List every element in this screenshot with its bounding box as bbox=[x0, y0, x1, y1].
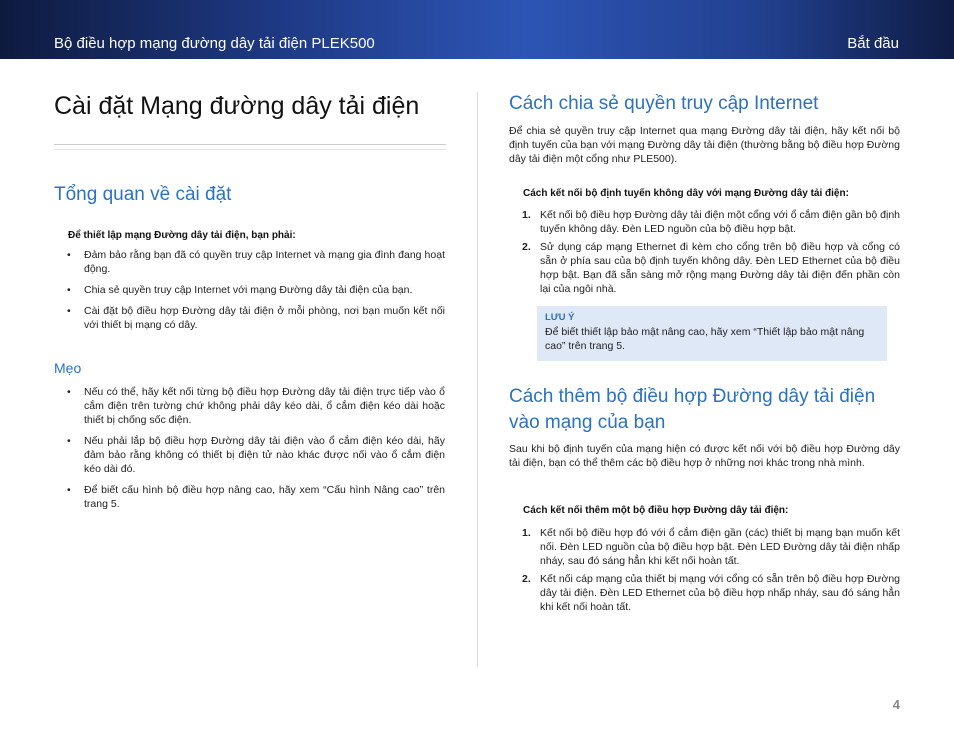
tips-heading: Mẹo bbox=[54, 360, 82, 376]
title-divider bbox=[54, 144, 446, 145]
add-adapter-heading: Cách thêm bộ điều hợp Đường dây tải điện vào mạng của bạn bbox=[509, 386, 876, 433]
share-steps bbox=[522, 208, 900, 300]
overview-list bbox=[67, 248, 445, 339]
share-lead: Cách kết nối bộ định tuyến không dây với mạng Đường dây tải điện: bbox=[523, 188, 849, 199]
list-item: 2. Sử dụng cáp mạng Ethernet đi kèm cho cổng trên bộ điều hợp và cổng có sẵn ở phía sau của bộ định tuyến không dây. Đèn LED Ethernet của bộ điều hợp bật. Bạn đã sẵn sàng mở rộng mạng Đường dây tải điện đến phần còn lại của ngôi nhà. bbox=[522, 241, 900, 295]
list-item: • Cài đặt bộ điều hợp Đường dây tải điện ở mỗi phòng, nơi bạn muốn kết nối với thiết bị mạng có dây. bbox=[67, 305, 445, 331]
add-lead: Cách kết nối thêm một bộ điều hợp Đường dây tải điện: bbox=[523, 505, 789, 516]
bullet-icon: • bbox=[67, 435, 71, 447]
overview-lead: Để thiết lập mạng Đường dây tải điện, bạn phải: bbox=[68, 230, 296, 241]
overview-heading: Tổng quan về cài đặt bbox=[54, 184, 232, 205]
page-header bbox=[0, 0, 954, 59]
page-number: 4 bbox=[892, 697, 900, 712]
section-name: Bắt đầu bbox=[847, 35, 899, 52]
document-title: Bộ điều hợp mạng đường dây tải điện PLEK500 bbox=[54, 35, 375, 52]
bullet-icon: • bbox=[67, 249, 71, 261]
list-item: 1. Kết nối bộ điều hợp Đường dây tải điện một cổng với ổ cắm điện gần bộ định tuyến không dây. Đèn LED nguồn của bộ điều hợp bật. bbox=[522, 209, 900, 235]
bullet-icon: • bbox=[67, 484, 71, 496]
list-item: 2. Kết nối cáp mạng của thiết bị mạng với cổng có sẵn trên bộ điều hợp Đường dây tải điện. Đèn LED Ethernet của bộ điều hợp nhấp nháy, sau đó sáng hẳn khi kết nối hoàn tất. bbox=[522, 573, 900, 613]
share-intro: Để chia sẻ quyền truy cập Internet qua mạng Đường dây tải điện, hãy kết nối bộ định tuyến của bạn với mạng Đường dây tải điện (thường bằng bộ điều hợp Đường dây tải điện một cổng như PLE500). bbox=[509, 125, 900, 165]
list-item: • Đảm bảo rằng bạn đã có quyền truy cập Internet và mạng gia đình đang hoạt động. bbox=[67, 249, 445, 275]
bullet-icon: • bbox=[67, 284, 71, 296]
title-divider-secondary bbox=[54, 149, 446, 150]
list-item: • Nếu phải lắp bộ điều hợp Đường dây tải điện vào ổ cắm điện kéo dài, hãy đảm bảo rằng không có thiết bị điện tử nào khác được nối vào ổ cắm điện kéo dài đó. bbox=[67, 435, 445, 475]
list-item: 1. Kết nối bộ điều hợp đó với ổ cắm điện gần (các) thiết bị mạng bạn muốn kết nối. Đèn LED nguồn của bộ điều hợp bật. Đèn LED Đường dây tải điện nhấp nháy, sau đó sáng hẳn khi kết nối hoàn tất. bbox=[522, 527, 900, 567]
list-item: • Nếu có thể, hãy kết nối từng bộ điều hợp Đường dây tải điện trực tiếp vào ổ cắm điện trên tường chứ không phải dây kéo dài, ổ cắm điện kéo dài hoặc thiết bị chống sốc điện. bbox=[67, 386, 445, 426]
note-label: LƯU Ý bbox=[545, 312, 575, 323]
list-item: • Chia sẻ quyền truy cập Internet với mạng Đường dây tải điện của bạn. bbox=[67, 284, 413, 296]
add-intro: Sau khi bộ định tuyến của mạng hiện có được kết nối với bộ điều hợp Đường dây tải điện, bạn có thể thêm các bộ điều hợp ở những nơi khác trong nhà mình. bbox=[509, 443, 900, 469]
bullet-icon: • bbox=[67, 386, 71, 398]
page-title: Cài đặt Mạng đường dây tải điện bbox=[54, 92, 420, 120]
add-steps bbox=[522, 526, 900, 618]
note-text: Để biết thiết lập bảo mật nâng cao, hãy xem “Thiết lập bảo mật nâng cao” trên trang 5. bbox=[545, 326, 865, 352]
list-item: • Để biết cấu hình bộ điều hợp nâng cao, hãy xem “Cấu hình Nâng cao” trên trang 5. bbox=[67, 484, 445, 510]
tips-list bbox=[67, 385, 445, 518]
share-heading: Cách chia sẻ quyền truy cập Internet bbox=[509, 93, 819, 114]
note-box bbox=[537, 306, 887, 361]
bullet-icon: • bbox=[67, 305, 71, 317]
column-divider bbox=[477, 92, 478, 667]
